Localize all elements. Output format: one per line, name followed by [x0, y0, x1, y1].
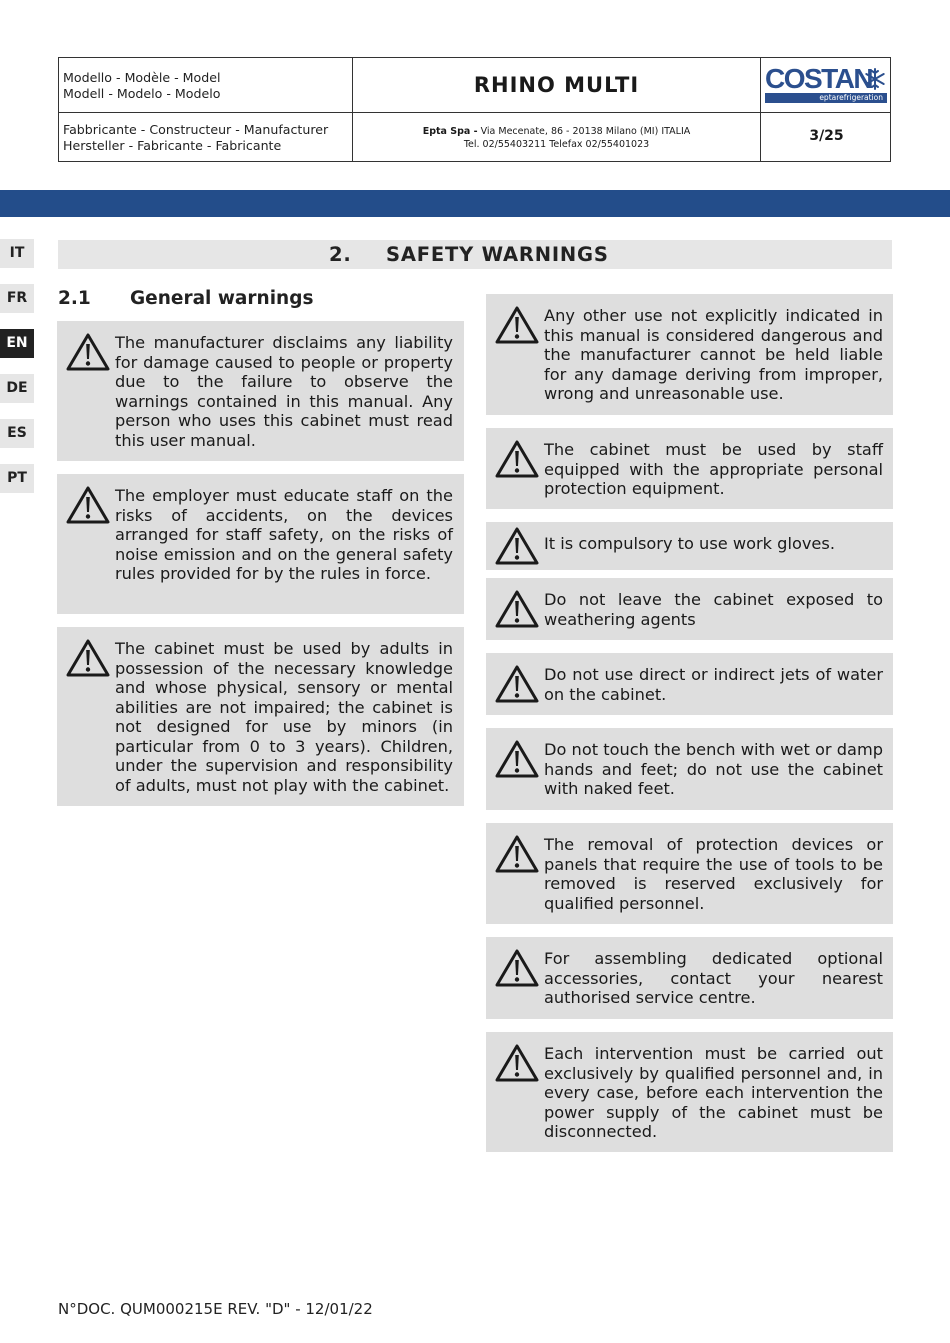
warning-text: Any other use not explicitly indicated in this manual is considered dangerous and the manufacturer cannot be held liable for any damage deriving from improper, wrong and unreasonable use. — [544, 306, 883, 403]
warning-box — [57, 321, 464, 461]
warning-box — [57, 474, 464, 614]
section-title: SAFETY WARNINGS — [386, 243, 609, 266]
warning-box — [486, 428, 893, 509]
warning-triangle-icon — [495, 740, 539, 778]
warning-triangle-icon — [66, 486, 110, 524]
warning-triangle-icon — [495, 306, 539, 344]
warning-triangle-icon — [495, 440, 539, 478]
warning-box — [486, 937, 893, 1019]
warning-triangle-icon — [495, 835, 539, 873]
costan-logo: COSTAN eptarefrigeration — [765, 65, 887, 103]
warning-text: Do not leave the cabinet exposed to weathering agents — [544, 590, 883, 629]
warning-box — [486, 823, 893, 924]
warning-text: Do not touch the bench with wet or damp hands and feet; do not use the cabinet with naked feet. — [544, 740, 883, 798]
warning-text: Each intervention must be carried out exclusively by qualified personnel and, in every case, before each intervention the power supply of the cabinet must be disconnected. — [544, 1044, 883, 1141]
language-tab-es[interactable]: ES — [0, 419, 34, 448]
warning-triangle-icon — [495, 590, 539, 628]
snowflake-icon — [863, 67, 887, 91]
language-tab-fr[interactable]: FR — [0, 284, 34, 313]
warning-box — [57, 627, 464, 806]
warning-text: Do not use direct or indirect jets of water on the cabinet. — [544, 665, 883, 704]
warning-box — [486, 522, 893, 570]
warning-box — [486, 1032, 893, 1152]
warning-triangle-icon — [66, 639, 110, 677]
warning-text: The cabinet must be used by adults in possession of the necessary knowledge and whose physical, sensory or mental abilities are not impaired; the cabinet is not designed for use by minors (in particular from 0 to 3 years). Children, under the supervision and responsibility of adults, must not play with the cabinet. — [115, 639, 453, 795]
warning-box — [486, 578, 893, 640]
warning-triangle-icon — [495, 665, 539, 703]
warning-box — [486, 294, 893, 415]
warning-text: For assembling dedicated optional accessories, contact your nearest authorised service centre. — [544, 949, 883, 1007]
warning-triangle-icon — [495, 527, 539, 565]
warning-triangle-icon — [495, 1044, 539, 1082]
language-tab-pt[interactable]: PT — [0, 464, 34, 493]
section-number: 2. — [329, 243, 352, 266]
warning-box — [486, 728, 893, 810]
warning-text: The manufacturer disclaims any liability for damage caused to people or property due to the failure to observe the warnings contained in this manual. Any person who uses this cabinet must read this user manual. — [115, 333, 453, 450]
model-label: Modello - Modèle - Model Modell - Modelo - Modelo — [63, 70, 221, 101]
warning-text: The employer must educate staff on the risks of accidents, on the devices arranged for staff safety, on the risks of noise emission and on the general safety rules provided for by the rules in force. — [115, 486, 453, 583]
warning-triangle-icon — [66, 333, 110, 371]
document-reference: N°DOC. QUM000215E REV. "D" - 12/01/22 — [58, 1300, 373, 1318]
manufacturer-info: Epta Spa - Via Mecenate, 86 - 20138 Milano (MI) ITALIA Tel. 02/55403211 Telefax 02/55401023 — [422, 126, 691, 150]
section-title-bar — [58, 240, 892, 269]
subsection-title: General warnings — [130, 288, 314, 309]
warning-text: The removal of protection devices or panels that require the use of tools to be removed is reserved exclusively for qualified personnel. — [544, 835, 883, 913]
model-name: RHINO MULTI — [473, 73, 640, 97]
warning-text: It is compulsory to use work gloves. — [544, 534, 835, 553]
page-number: 3/25 — [809, 128, 844, 144]
warning-text: The cabinet must be used by staff equipped with the appropriate personal protection equipment. — [544, 440, 883, 498]
language-tab-de[interactable]: DE — [0, 374, 34, 403]
language-tab-en[interactable]: EN — [0, 329, 34, 358]
warning-box — [486, 653, 893, 715]
warning-triangle-icon — [495, 949, 539, 987]
document-header — [58, 57, 891, 162]
subsection-number: 2.1 — [58, 288, 91, 309]
blue-banner — [0, 190, 950, 217]
manufacturer-label: Fabbricante - Constructeur - Manufacturer Hersteller - Fabricante - Fabricante — [63, 122, 329, 153]
language-tab-it[interactable]: IT — [0, 239, 34, 268]
